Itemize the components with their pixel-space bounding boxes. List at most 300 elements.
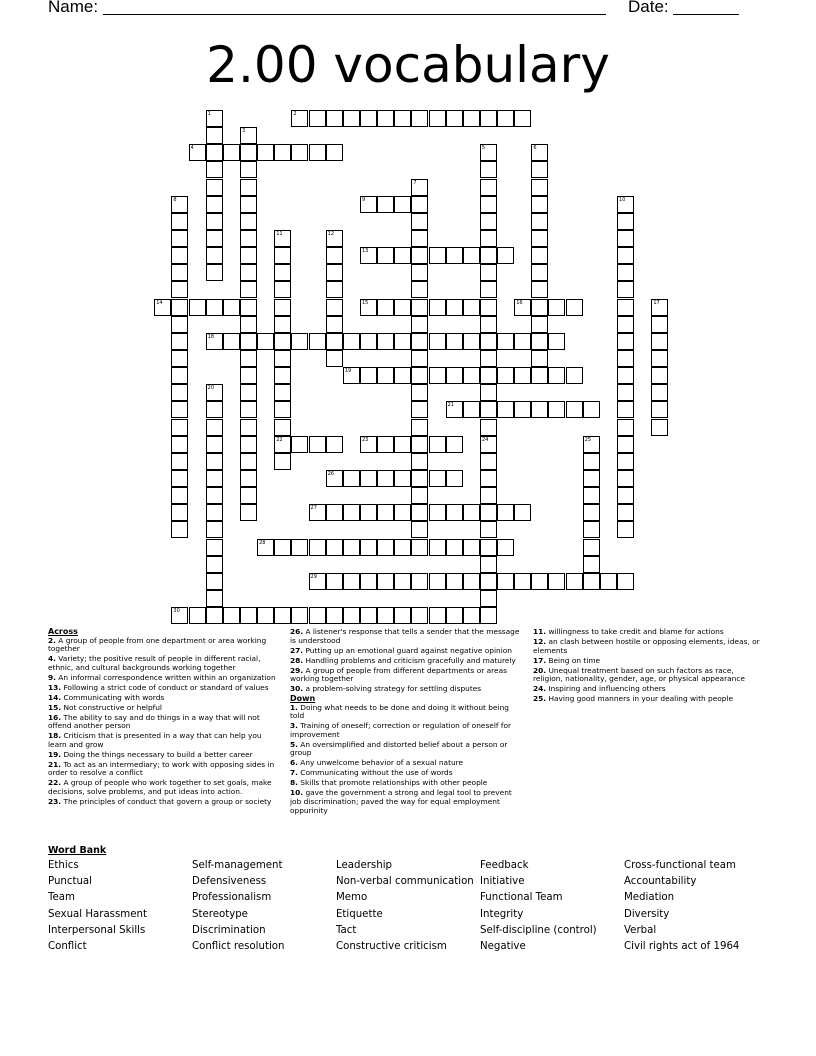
grid-cell[interactable] [411,316,428,333]
grid-cell[interactable] [326,333,343,350]
grid-cell[interactable] [480,179,497,196]
grid-cell[interactable] [531,299,548,316]
grid-cell[interactable] [377,607,394,624]
grid-cell[interactable] [291,539,308,556]
grid-cell[interactable] [274,453,291,470]
grid-cell[interactable] [514,573,531,590]
grid-cell[interactable] [480,487,497,504]
grid-cell[interactable] [206,419,223,436]
grid-cell[interactable] [429,333,446,350]
grid-cell[interactable] [617,281,634,298]
grid-cell[interactable] [309,333,326,350]
grid-cell[interactable] [463,539,480,556]
grid-cell[interactable] [480,333,497,350]
grid-cell[interactable] [394,504,411,521]
grid-cell[interactable] [429,436,446,453]
grid-cell[interactable] [343,607,360,624]
grid-cell[interactable] [446,504,463,521]
grid-cell[interactable] [206,161,223,178]
grid-cell[interactable] [463,607,480,624]
grid-cell[interactable] [360,470,377,487]
grid-cell[interactable] [411,213,428,230]
grid-cell[interactable] [566,401,583,418]
grid-cell[interactable] [171,401,188,418]
grid-cell[interactable] [240,607,257,624]
grid-cell[interactable] [617,384,634,401]
grid-cell[interactable] [514,367,531,384]
grid-cell[interactable] [548,367,565,384]
grid-cell[interactable] [480,247,497,264]
grid-cell[interactable] [583,521,600,538]
grid-cell[interactable] [291,110,308,127]
grid-cell[interactable] [171,333,188,350]
grid-cell[interactable] [171,607,188,624]
grid-cell[interactable] [171,281,188,298]
grid-cell[interactable] [617,247,634,264]
grid-cell[interactable] [411,367,428,384]
grid-cell[interactable] [343,504,360,521]
grid-cell[interactable] [429,110,446,127]
grid-cell[interactable] [240,419,257,436]
grid-cell[interactable] [326,607,343,624]
grid-cell[interactable] [240,179,257,196]
grid-cell[interactable] [617,487,634,504]
grid-cell[interactable] [617,230,634,247]
grid-cell[interactable] [480,521,497,538]
grid-cell[interactable] [326,350,343,367]
grid-cell[interactable] [206,453,223,470]
grid-cell[interactable] [617,299,634,316]
grid-cell[interactable] [411,299,428,316]
grid-cell[interactable] [480,144,497,161]
grid-cell[interactable] [617,367,634,384]
grid-cell[interactable] [360,504,377,521]
grid-cell[interactable] [377,367,394,384]
grid-cell[interactable] [446,110,463,127]
grid-cell[interactable] [617,453,634,470]
grid-cell[interactable] [617,196,634,213]
grid-cell[interactable] [514,110,531,127]
grid-cell[interactable] [206,213,223,230]
grid-cell[interactable] [394,607,411,624]
grid-cell[interactable] [206,247,223,264]
grid-cell[interactable] [171,470,188,487]
grid-cell[interactable] [171,264,188,281]
grid-cell[interactable] [377,333,394,350]
grid-cell[interactable] [154,299,171,316]
grid-cell[interactable] [480,230,497,247]
grid-cell[interactable] [240,487,257,504]
grid-cell[interactable] [651,384,668,401]
grid-cell[interactable] [206,607,223,624]
grid-cell[interactable] [274,401,291,418]
grid-cell[interactable] [274,144,291,161]
grid-cell[interactable] [206,590,223,607]
grid-cell[interactable] [617,419,634,436]
grid-cell[interactable] [651,299,668,316]
grid-cell[interactable] [480,539,497,556]
grid-cell[interactable] [326,247,343,264]
grid-cell[interactable] [411,350,428,367]
grid-cell[interactable] [326,299,343,316]
grid-cell[interactable] [240,384,257,401]
grid-cell[interactable] [206,384,223,401]
grid-cell[interactable] [360,110,377,127]
grid-cell[interactable] [206,401,223,418]
grid-cell[interactable] [240,281,257,298]
grid-cell[interactable] [514,299,531,316]
grid-cell[interactable] [480,436,497,453]
grid-cell[interactable] [583,470,600,487]
grid-cell[interactable] [326,230,343,247]
grid-cell[interactable] [411,179,428,196]
grid-cell[interactable] [240,504,257,521]
grid-cell[interactable] [531,573,548,590]
grid-cell[interactable] [360,299,377,316]
grid-cell[interactable] [326,504,343,521]
grid-cell[interactable] [497,367,514,384]
grid-cell[interactable] [446,436,463,453]
grid-cell[interactable] [446,247,463,264]
grid-cell[interactable] [548,299,565,316]
grid-cell[interactable] [326,110,343,127]
grid-cell[interactable] [548,401,565,418]
grid-cell[interactable] [240,333,257,350]
grid-cell[interactable] [463,299,480,316]
grid-cell[interactable] [531,161,548,178]
grid-cell[interactable] [377,470,394,487]
grid-cell[interactable] [617,573,634,590]
grid-cell[interactable] [566,299,583,316]
grid-cell[interactable] [326,264,343,281]
grid-cell[interactable] [274,419,291,436]
grid-cell[interactable] [240,367,257,384]
grid-cell[interactable] [274,333,291,350]
grid-cell[interactable] [189,144,206,161]
grid-cell[interactable] [206,504,223,521]
grid-cell[interactable] [171,316,188,333]
grid-cell[interactable] [274,316,291,333]
grid-cell[interactable] [446,573,463,590]
grid-cell[interactable] [257,144,274,161]
grid-cell[interactable] [411,230,428,247]
grid-cell[interactable] [274,247,291,264]
grid-cell[interactable] [429,367,446,384]
grid-cell[interactable] [583,401,600,418]
grid-cell[interactable] [480,316,497,333]
grid-cell[interactable] [326,281,343,298]
grid-cell[interactable] [309,573,326,590]
grid-cell[interactable] [240,453,257,470]
grid-cell[interactable] [480,504,497,521]
grid-cell[interactable] [377,196,394,213]
grid-cell[interactable] [309,144,326,161]
grid-cell[interactable] [274,436,291,453]
grid-cell[interactable] [171,213,188,230]
grid-cell[interactable] [497,504,514,521]
grid-cell[interactable] [583,556,600,573]
grid-cell[interactable] [617,521,634,538]
grid-cell[interactable] [411,333,428,350]
grid-cell[interactable] [480,419,497,436]
grid-cell[interactable] [240,127,257,144]
grid-cell[interactable] [171,247,188,264]
grid-cell[interactable] [480,299,497,316]
grid-cell[interactable] [206,127,223,144]
grid-cell[interactable] [446,607,463,624]
grid-cell[interactable] [651,401,668,418]
grid-cell[interactable] [171,230,188,247]
grid-cell[interactable] [531,333,548,350]
grid-cell[interactable] [531,367,548,384]
grid-cell[interactable] [480,453,497,470]
grid-cell[interactable] [171,504,188,521]
grid-cell[interactable] [651,419,668,436]
grid-cell[interactable] [206,539,223,556]
grid-cell[interactable] [480,161,497,178]
grid-cell[interactable] [377,299,394,316]
grid-cell[interactable] [377,110,394,127]
grid-cell[interactable] [480,350,497,367]
grid-cell[interactable] [411,110,428,127]
grid-cell[interactable] [531,247,548,264]
grid-cell[interactable] [651,350,668,367]
grid-cell[interactable] [240,247,257,264]
grid-cell[interactable] [411,504,428,521]
grid-cell[interactable] [206,230,223,247]
grid-cell[interactable] [411,539,428,556]
grid-cell[interactable] [274,367,291,384]
grid-cell[interactable] [497,110,514,127]
grid-cell[interactable] [480,196,497,213]
grid-cell[interactable] [394,539,411,556]
grid-cell[interactable] [583,539,600,556]
grid-cell[interactable] [411,573,428,590]
grid-cell[interactable] [531,350,548,367]
grid-cell[interactable] [274,350,291,367]
grid-cell[interactable] [514,504,531,521]
grid-cell[interactable] [206,299,223,316]
grid-cell[interactable] [377,573,394,590]
grid-cell[interactable] [394,367,411,384]
grid-cell[interactable] [223,299,240,316]
grid-cell[interactable] [651,316,668,333]
grid-cell[interactable] [480,110,497,127]
grid-cell[interactable] [206,521,223,538]
grid-cell[interactable] [429,573,446,590]
grid-cell[interactable] [377,504,394,521]
grid-cell[interactable] [189,299,206,316]
grid-cell[interactable] [189,607,206,624]
grid-cell[interactable] [566,367,583,384]
grid-cell[interactable] [394,299,411,316]
grid-cell[interactable] [411,196,428,213]
grid-cell[interactable] [171,521,188,538]
grid-cell[interactable] [206,573,223,590]
grid-cell[interactable] [411,487,428,504]
grid-cell[interactable] [411,401,428,418]
grid-cell[interactable] [240,299,257,316]
grid-cell[interactable] [480,281,497,298]
grid-cell[interactable] [497,247,514,264]
grid-cell[interactable] [411,264,428,281]
grid-cell[interactable] [394,196,411,213]
grid-cell[interactable] [377,247,394,264]
grid-cell[interactable] [429,539,446,556]
grid-cell[interactable] [240,316,257,333]
grid-cell[interactable] [531,213,548,230]
grid-cell[interactable] [429,470,446,487]
grid-cell[interactable] [394,436,411,453]
grid-cell[interactable] [463,247,480,264]
grid-cell[interactable] [531,264,548,281]
grid-cell[interactable] [360,607,377,624]
grid-cell[interactable] [480,470,497,487]
grid-cell[interactable] [240,470,257,487]
grid-cell[interactable] [531,401,548,418]
grid-cell[interactable] [291,144,308,161]
grid-cell[interactable] [206,556,223,573]
grid-cell[interactable] [531,230,548,247]
grid-cell[interactable] [343,110,360,127]
grid-cell[interactable] [206,333,223,350]
grid-cell[interactable] [411,281,428,298]
grid-cell[interactable] [497,573,514,590]
grid-cell[interactable] [480,590,497,607]
grid-cell[interactable] [360,196,377,213]
grid-cell[interactable] [223,333,240,350]
grid-cell[interactable] [531,144,548,161]
grid-cell[interactable] [411,521,428,538]
grid-cell[interactable] [446,367,463,384]
grid-cell[interactable] [291,436,308,453]
grid-cell[interactable] [600,573,617,590]
grid-cell[interactable] [326,436,343,453]
grid-cell[interactable] [463,110,480,127]
grid-cell[interactable] [429,247,446,264]
grid-cell[interactable] [326,470,343,487]
grid-cell[interactable] [480,384,497,401]
grid-cell[interactable] [274,230,291,247]
grid-cell[interactable] [274,264,291,281]
grid-cell[interactable] [480,573,497,590]
grid-cell[interactable] [274,281,291,298]
grid-cell[interactable] [240,264,257,281]
grid-cell[interactable] [274,539,291,556]
grid-cell[interactable] [651,333,668,350]
grid-cell[interactable] [309,110,326,127]
grid-cell[interactable] [617,436,634,453]
grid-cell[interactable] [274,299,291,316]
grid-cell[interactable] [480,607,497,624]
grid-cell[interactable] [343,367,360,384]
grid-cell[interactable] [411,419,428,436]
grid-cell[interactable] [343,573,360,590]
grid-cell[interactable] [411,247,428,264]
grid-cell[interactable] [480,367,497,384]
grid-cell[interactable] [274,384,291,401]
grid-cell[interactable] [206,144,223,161]
grid-cell[interactable] [514,401,531,418]
grid-cell[interactable] [240,213,257,230]
grid-cell[interactable] [206,196,223,213]
grid-cell[interactable] [240,144,257,161]
grid-cell[interactable] [411,453,428,470]
grid-cell[interactable] [583,487,600,504]
grid-cell[interactable] [240,350,257,367]
grid-cell[interactable] [326,144,343,161]
grid-cell[interactable] [446,333,463,350]
grid-cell[interactable] [617,316,634,333]
grid-cell[interactable] [463,504,480,521]
grid-cell[interactable] [240,436,257,453]
grid-cell[interactable] [206,487,223,504]
grid-cell[interactable] [617,213,634,230]
grid-cell[interactable] [411,607,428,624]
grid-cell[interactable] [531,179,548,196]
grid-cell[interactable] [309,504,326,521]
grid-cell[interactable] [583,453,600,470]
grid-cell[interactable] [480,213,497,230]
grid-cell[interactable] [497,401,514,418]
grid-cell[interactable] [257,607,274,624]
grid-cell[interactable] [497,539,514,556]
grid-cell[interactable] [171,436,188,453]
grid-cell[interactable] [206,264,223,281]
grid-cell[interactable] [206,179,223,196]
grid-cell[interactable] [429,607,446,624]
grid-cell[interactable] [463,401,480,418]
grid-cell[interactable] [343,333,360,350]
grid-cell[interactable] [617,333,634,350]
grid-cell[interactable] [360,436,377,453]
grid-cell[interactable] [583,504,600,521]
grid-cell[interactable] [360,573,377,590]
grid-cell[interactable] [291,607,308,624]
grid-cell[interactable] [531,196,548,213]
grid-cell[interactable] [617,350,634,367]
grid-cell[interactable] [240,401,257,418]
grid-cell[interactable] [548,333,565,350]
grid-cell[interactable] [411,470,428,487]
grid-cell[interactable] [446,470,463,487]
grid-cell[interactable] [326,539,343,556]
grid-cell[interactable] [257,539,274,556]
grid-cell[interactable] [240,196,257,213]
grid-cell[interactable] [171,384,188,401]
grid-cell[interactable] [326,316,343,333]
grid-cell[interactable] [377,436,394,453]
grid-cell[interactable] [463,333,480,350]
grid-cell[interactable] [309,436,326,453]
grid-cell[interactable] [480,556,497,573]
grid-cell[interactable] [394,573,411,590]
grid-cell[interactable] [480,264,497,281]
grid-cell[interactable] [343,470,360,487]
grid-cell[interactable] [309,607,326,624]
grid-cell[interactable] [343,539,360,556]
grid-cell[interactable] [514,333,531,350]
grid-cell[interactable] [360,539,377,556]
grid-cell[interactable] [531,281,548,298]
grid-cell[interactable] [206,436,223,453]
grid-cell[interactable] [617,401,634,418]
grid-cell[interactable] [617,264,634,281]
grid-cell[interactable] [257,333,274,350]
grid-cell[interactable] [411,384,428,401]
grid-cell[interactable] [617,504,634,521]
grid-cell[interactable] [394,110,411,127]
